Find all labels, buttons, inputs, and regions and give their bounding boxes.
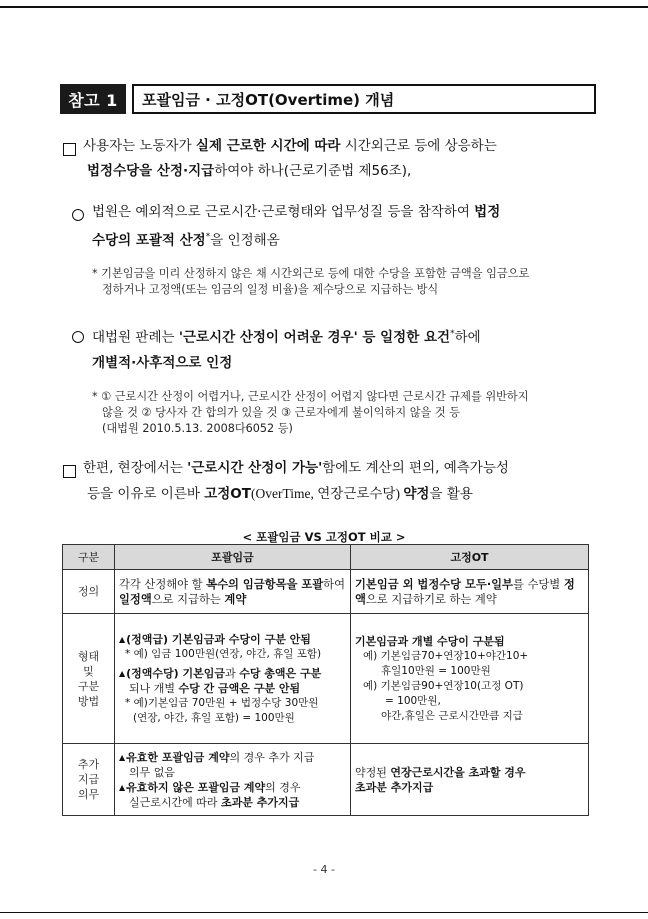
p4-text: 한편, 현장에서는 [83,460,188,476]
cell-bold: 초과분 추가지급 [221,795,300,809]
p2-text: 을 인정해옴 [210,232,280,249]
cell-text: 되나 개별 [129,681,179,695]
table-row [63,614,589,744]
cell-text: 각각 산정해야 할 [119,577,207,591]
row-label-line: 구분 [77,679,100,693]
bottom-rule [0,912,648,913]
cell-text: 하여 [323,577,345,591]
square-bullet-icon [63,143,76,156]
row-label-line: 추가 [77,758,100,771]
section-header [60,84,596,114]
p1-bold: 법정수당을 산정·지급 [87,163,215,179]
footnote-line: * 기본임금을 미리 산정하지 않은 채 시간외근로 등에 대한 수당을 포함한 금액을 임금으로 [92,267,530,280]
triangle-bullet-icon: ▲ [119,782,126,792]
cell-example: 예) 기본임금90+연장10(고정 OT) [363,679,524,692]
p2-text: 법원은 예외적으로 근로시간·근로형태와 업무성질 등을 참작하여 [92,204,475,220]
p1-text: 하여야 하나(근로기준법 제56조), [214,163,412,179]
cell-text: 의 경우 [265,780,301,794]
cell-bold: 수당 총액은 구분 [239,666,322,680]
p2-bold: 법정 [474,204,501,220]
section-title: 포괄임금 · 고정OT(Overtime) 개념 [132,84,596,114]
p3-bold: 개별적·사후적으로 인정 [92,354,233,371]
row-label-line: 방법 [77,694,100,708]
cell-bold: 연장근로시간을 초과할 경우 [390,765,526,779]
column-header: 구분 [63,545,115,570]
table-cell [115,744,351,816]
cell-bold: 복수의 임금항목을 포괄 [206,577,324,591]
triangle-bullet-icon: ▲ [119,634,126,644]
cell-bold: 유효한 포괄임금 계약 [126,750,230,764]
cell-text: 의무 없음 [129,765,176,779]
cell-example: (연장, 야간, 휴일 포함) = 100만원 [133,711,295,724]
cell-example: 휴일10만원 = 100만원 [381,664,491,677]
table-row [63,570,589,614]
p4-text: 등을 이유로 이른바 [87,486,205,502]
cell-bold: 정액 [355,577,575,606]
table-caption: < 포괄임금 VS 고정OT 비교 > [242,530,406,544]
paragraph-2 [92,200,592,254]
cell-bold: (정액급) 기본임금과 수당이 구분 안됨 [126,632,311,646]
p4-text: 을 활용 [429,486,473,502]
footnote-line: 않을 것 ② 당사자 간 합의가 있을 것 ③ 근로자에게 불이익하지 않을 것 등 [102,406,461,419]
row-label: 정의 [63,570,115,614]
p3-bold: '근로시간 산정이 어려운 경우' 등 일정한 요건 [178,329,451,346]
p1-text: 시간외근로 등에 상응하는 [340,138,497,154]
p3-text: 대법원 판례는 [92,329,179,346]
cell-example: * 예)기본임금 70만원 + 법정수당 30만원 [125,696,319,709]
row-label-line: 의무 [77,788,100,801]
table-header-row [63,545,589,570]
cell-example: * 예) 임금 100만원(연장, 야간, 휴일 포함) [125,647,322,660]
paragraph-4 [83,456,593,507]
p1-bold: 실제 근로한 시간에 따라 [195,138,341,154]
row-label-line: 형태 [77,649,100,663]
footnote-line: 정하거나 고정액(또는 임금의 일정 비율)을 제수당으로 지급하는 방식 [102,283,439,296]
footnote-marker: * [450,329,455,339]
cell-bold: 일정액 [119,592,152,606]
table-cell [351,570,589,614]
circle-bullet-icon [72,331,84,343]
footnote-line: (대법원 2010.5.13. 2008다6052 등) [102,422,293,435]
table-row [63,744,589,816]
page-number: - 4 - [313,863,335,876]
triangle-bullet-icon: ▲ [119,668,126,678]
p2-bold: 수당의 포괄적 산정 [92,232,206,249]
cell-text: 의 경우 추가 지급 [229,750,315,764]
cell-bold: 기본임금 외 법정수당 모두·일부 [355,577,513,591]
p4-bold: 고정OT [204,486,251,502]
paragraph-1 [83,134,593,184]
cell-bold: 유효하지 않은 포괄임금 계약 [126,780,266,794]
p4-bold: 약정 [403,486,430,502]
table-cell [115,614,351,744]
row-label [63,614,115,744]
circle-bullet-icon [72,209,84,221]
p3-text: 하에 [454,329,481,346]
row-label-line: 지급 [77,773,100,786]
top-rule [0,6,648,8]
square-bullet-icon [63,465,76,478]
footnote-1 [92,266,592,298]
cell-example: 예) 기본임금70+연장10+야간10+ [363,649,529,662]
cell-text: 과 [225,666,240,680]
table-cell [351,744,589,816]
footnote-2 [92,389,592,437]
paragraph-3 [92,322,592,376]
cell-bold: 기본임금과 개별 수당이 구분됨 [355,634,505,648]
column-header: 포괄임금 [115,545,351,570]
cell-bold: 초과분 추가지급 [355,780,434,794]
row-label-line: 및 [83,664,94,678]
comparison-table [62,544,589,816]
cell-bold: (정액수당) [126,666,183,680]
p4-bold: '근로시간 산정이 가능' [187,460,323,476]
p4-text: 함에도 계산의 편의, 예측가능성 [322,460,509,476]
cell-text: 실근로시간에 따라 [129,795,222,809]
p4-text: (OverTime, 연장근로수당) [250,486,404,501]
table-cell [351,614,589,744]
triangle-bullet-icon: ▲ [119,752,126,762]
cell-bold: 기본임금 [182,666,226,680]
cell-text: 약정된 [355,765,391,779]
cell-example: 야간,휴일은 근로시간만큼 지급 [381,709,523,722]
cell-text: 으로 지급하는 [151,592,225,606]
cell-bold: 계약 [224,592,247,606]
row-label [63,744,115,816]
footnote-marker: * [205,232,211,242]
cell-text: 으로 지급하기로 하는 계약 [365,592,497,606]
table-cell [115,570,351,614]
cell-example: = 100만원, [385,694,441,707]
reference-tag: 참고 1 [60,84,126,114]
p1-text: 사용자는 노동자가 [83,138,196,154]
cell-text: 를 수당별 [512,577,564,591]
column-header: 고정OT [351,545,589,570]
footnote-line: * ① 근로시간 산정이 어렵거나, 근로시간 산정이 어렵지 않다면 근로시간 규제를 위반하지 [92,390,529,403]
cell-bold: 수당 간 금액은 구분 안됨 [178,681,301,695]
